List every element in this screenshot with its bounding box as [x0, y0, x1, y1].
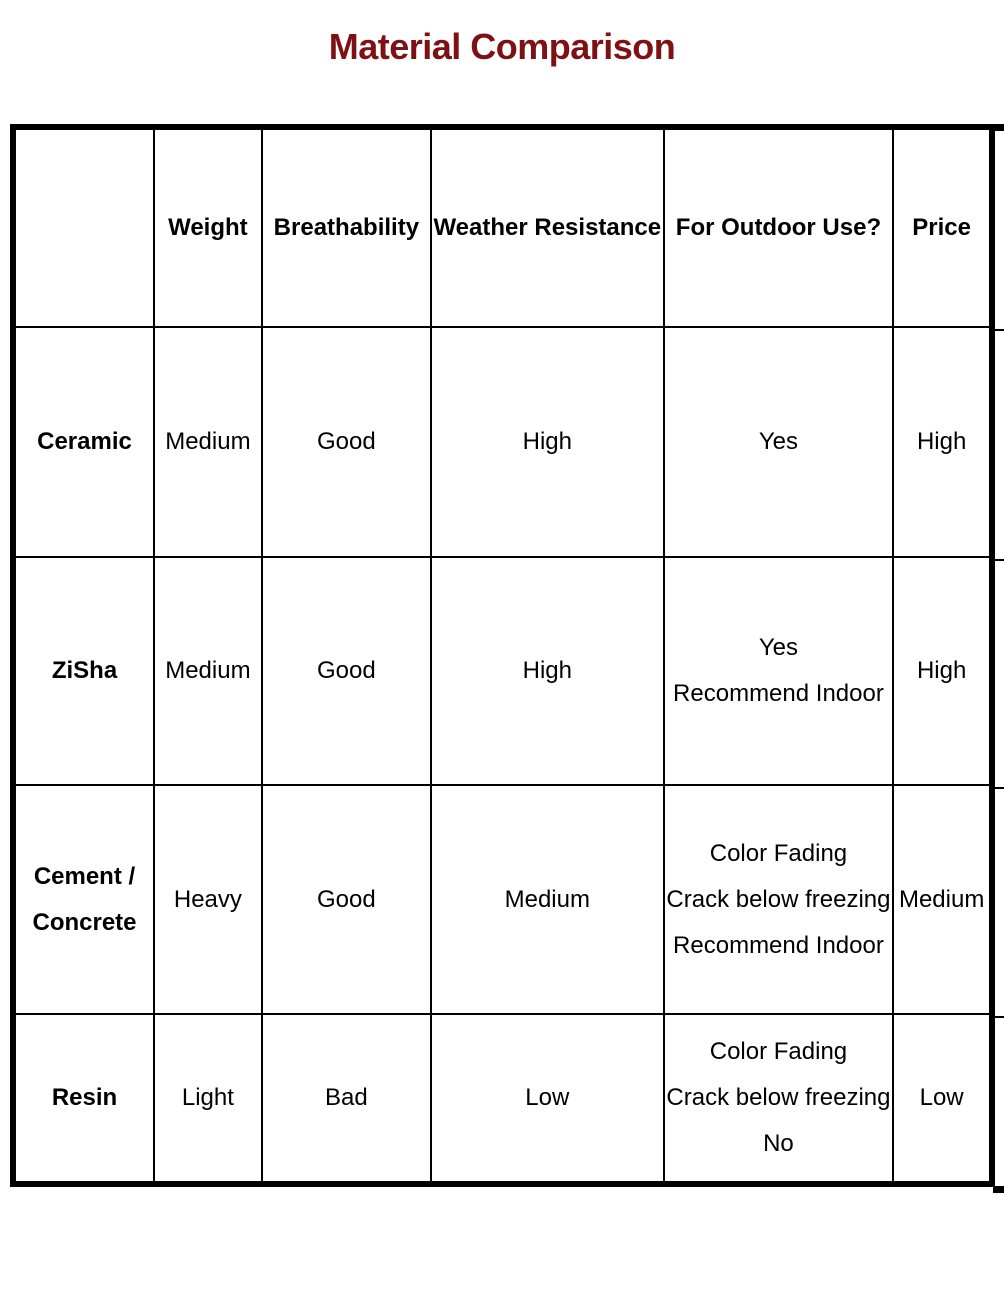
weight-cell: Medium — [154, 327, 262, 557]
cell-line: Ceramic — [37, 428, 132, 455]
outdoor-use-cell — [664, 1014, 894, 1184]
header-cell-weather-resistance: Weather Resistance — [431, 127, 664, 327]
price-cell: Medium — [893, 785, 992, 1014]
row-gridline-tick — [995, 787, 1004, 789]
cell-line: Yes — [758, 634, 799, 661]
cell-line: Color Fading — [709, 839, 848, 867]
cell-line: Recommend Indoor — [673, 680, 884, 707]
header-cell-price: Price — [893, 127, 992, 327]
cell-line: Color Fading — [709, 1038, 848, 1065]
material-cell — [13, 327, 154, 557]
material-comparison-table — [10, 124, 995, 1187]
table-bottom-border-extension — [993, 1186, 1004, 1193]
cell-line: No — [763, 1130, 794, 1157]
price-cell: High — [893, 557, 992, 785]
row-gridline-tick — [995, 1016, 1004, 1018]
table-top-border-extension — [993, 124, 1004, 131]
table-header-row — [13, 127, 992, 327]
page-title: Material Comparison — [328, 26, 676, 67]
breathability-cell: Good — [262, 785, 431, 1014]
cell-line: Recommend Indoor — [673, 931, 884, 959]
material-cell — [13, 557, 154, 785]
price-cell: High — [893, 327, 992, 557]
table-row-ceramic — [13, 327, 992, 557]
cell-line: ZiSha — [51, 657, 118, 684]
row-gridline-tick — [995, 559, 1004, 561]
header-cell-material — [13, 127, 154, 327]
weather-resistance-cell: Medium — [431, 785, 664, 1014]
material-cell — [13, 785, 154, 1014]
row-gridline-tick — [995, 329, 1004, 331]
weather-resistance-cell: High — [431, 327, 664, 557]
breathability-cell: Good — [262, 327, 431, 557]
header-cell-weight: Weight — [154, 127, 262, 327]
cell-line: Crack below freezing — [666, 885, 891, 913]
cell-line: Resin — [51, 1084, 118, 1111]
weather-resistance-cell: High — [431, 557, 664, 785]
outdoor-use-cell — [664, 557, 894, 785]
outdoor-use-cell — [664, 785, 894, 1014]
weight-cell: Medium — [154, 557, 262, 785]
header-cell-breathability: Breathability — [262, 127, 431, 327]
outdoor-use-cell — [664, 327, 894, 557]
price-cell: Low — [893, 1014, 992, 1184]
table-row-resin — [13, 1014, 992, 1184]
weight-cell: Heavy — [154, 785, 262, 1014]
weather-resistance-cell: Low — [431, 1014, 664, 1184]
cell-line: Cement / — [33, 862, 136, 890]
table-row-zisha — [13, 557, 992, 785]
breathability-cell: Good — [262, 557, 431, 785]
cell-line: Yes — [758, 428, 799, 455]
cell-line: Concrete — [32, 908, 137, 936]
material-cell — [13, 1014, 154, 1184]
table-row-cement-concrete — [13, 785, 992, 1014]
header-cell-for-outdoor-use: For Outdoor Use? — [664, 127, 894, 327]
weight-cell: Light — [154, 1014, 262, 1184]
cell-line: Crack below freezing — [666, 1084, 891, 1111]
breathability-cell: Bad — [262, 1014, 431, 1184]
